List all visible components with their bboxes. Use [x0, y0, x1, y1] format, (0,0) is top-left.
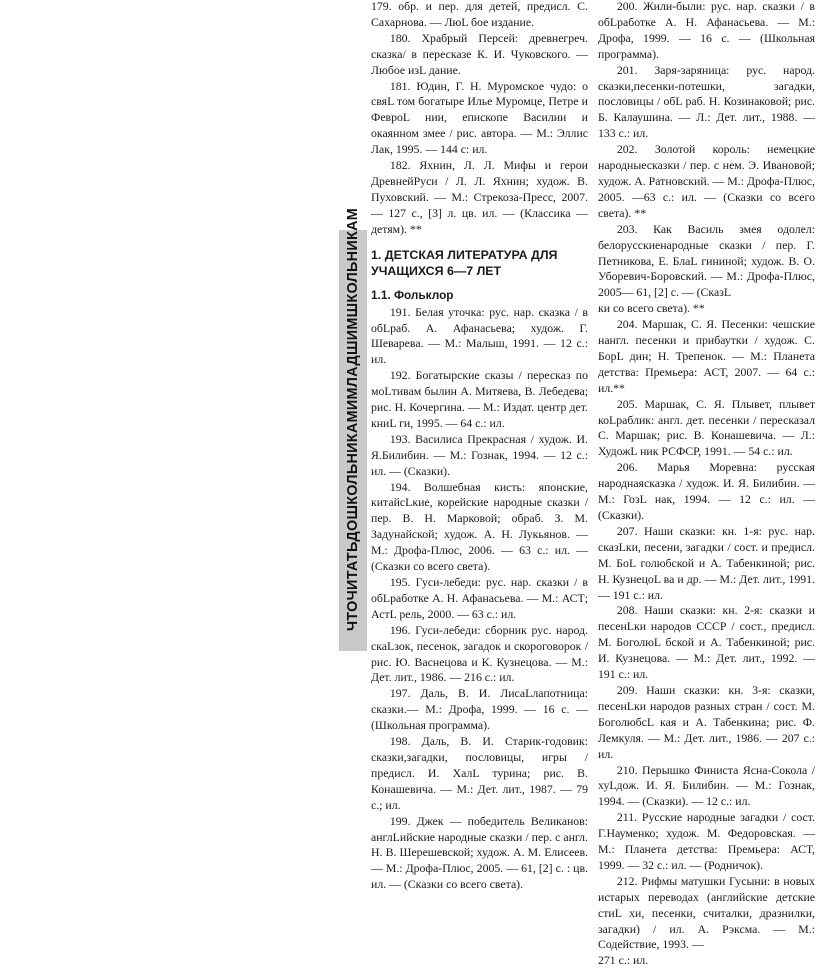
bibliography-entry: 208. Наши сказки: кн. 2-я: сказки и песенLки народов СССР / сост., предисл. М. БоголюL бской и А. Табенкиной; рис. И. Кузнецова. — М.: Дет. лит., 1992. — 191 с.: ил. [598, 603, 815, 682]
bibliography-entry: 196. Гуси-лебеди: сборник рус. народ. скаLзок, песенок, загадок и скороговорок / рис. Ю. Васнецова и К. Кузнецова. — М.: Дет. лит., 1986. — 216 с.: ил. [371, 622, 588, 685]
bibliography-entry: 211. Русские народные загадки / сост. Г.Науменко; худож. М. Федоровская. — М.: Планета детства: Премьера: АСТ, 1999. — 32 с.: ил. — (Родничок). [598, 810, 815, 872]
right-text-column [598, 0, 815, 969]
bibliography-entry: 199. Джек — победитель Великанов: англLийские народные сказки / пер. с англ. Н. В. Шерешевской; худож. А. М. Елисеев. — М.: Дрофа-Плюс, 2005. — 61, [2] с. : цв. ил. — (Сказки со всего света). [371, 813, 588, 892]
section-heading: 1. ДЕТСКАЯ ЛИТЕРАТУРА ДЛЯ УЧАЩИХСЯ 6—7 ЛЕТ [371, 247, 558, 278]
bibliography-entry: 212. Рифмы матушки Гусыни: в новых истарых переводах (английские детские стиL хи, песенки, считалки, дразнилки, загадки) / ил. А. Рэксма. — М.: Содействие, 1993. — 271 с.: ил. [598, 873, 815, 968]
bibliography-entry: 201. Заря-заряница: рус. народ. сказки,песенки-потешки, загадки, пословицы / обL раб. Н. Козинаковой; рис. Б. Калаушина. — Л.: Дет. лит., 1988. — 133 с.: ил. [598, 62, 815, 141]
vertical-side-banner [339, 207, 367, 651]
bibliography-entry: 202. Золотой король: немецкие народныесказки / пер. с нем. Э. Ивановой; худож. А. Ратновский. — М.: Дрофа-Плюс, 2005. —63 с.: ил. — (Сказки со всего света). ** [598, 142, 815, 220]
bibliography-entry: 203. Как Василь змея одолел: белорусскиенародные сказки / пер. Г. Петникова, Е. БлаL гининой; худож. В. О. Уборевич-Боровский. — М.: Дрофа-Плюс, 2005— 61, [2] с. — (СказL ки со всего света). ** [598, 221, 815, 316]
bibliography-entry: 181. Юдин, Г. Н. Муромское чудо: о свяL том богатыре Илье Муромце, Петре и ФеврoL нии, епископе Василии и окаянном змее / рис. автора. — М.: Эллис Лак, 1995. — 144 с: ил. [371, 78, 588, 157]
bibliography-entry: 209. Наши сказки: кн. 3-я: сказки, песенLки народов разных стран / сост. М. БоголюбсL кая и А. Табенкина; рис. Ф. Лемкуля. — М.: Дет. лит., 1986. — 207 с.: ил. [598, 682, 815, 761]
bibliography-entry: 192. Богатырские сказы / пересказ по моLтивам былин А. Митяева, В. Лебедева; рис. Н. Кочергина. — М.: Издат. центр дет. книL ги, 1995. — 64 с.: ил. [371, 368, 588, 430]
bibliography-entry: 206. Марья Моревна: русская народнаясказка / худож. И. Я. Билибин. — М.: ГозL нак, 1994. — 12 с.: ил. — (Сказки). [598, 460, 815, 522]
bibliography-entry: 205. Маршак, С. Я. Плывет, плывет коLраблик: англ. дет. песенки / пересказал С. Маршак; рис. В. Конашевича. — Л.: ХудожL ник РСФСР, 1991. — 54 с.: ил. [598, 396, 815, 459]
bibliography-entry: 204. Маршак, С. Я. Песенки: чешские нангл. песенки и прибаутки / худож. С. БорL дин; Н. Трепенок. — М.: Планета детства: Премьера: АСТ, 2007. — 64 с.: ил.** [598, 317, 815, 395]
side-banner-text: ЧТОЧИТАТЬДОШКОЛЬНИКАМИМЛАДШИМШКОЛЬНИКАМ [345, 207, 361, 631]
bibliography-entry: 182. Яхнин, Л. Л. Мифы и герои ДревнейРуси / Л. Л. Яхнин; худож. В. Пуховский. — М.: Стрекоза-Пресс, 2007. — 127 с., [3] л. цв. ил. — (Классика — детям). ** [371, 158, 588, 236]
bibliography-entry: 197. Даль, В. И. ЛисаLлапотница: сказки.— М.: Дрофа, 1999. — 16 с. — (Школьная программа). [371, 686, 588, 733]
bibliography-entry: 198. Даль, В. И. Старик-годовик: сказки,загадки, пословицы, игры / предисл. И. ХалL турина; рис. В. Конашевича. — М.: Дет. лит., 1987. — 79 с.; ил. [371, 734, 588, 812]
bibliography-entry: 195. Гуси-лебеди: рус. нар. сказки / в обLработке А. Н. Афанасьева. — М.: АСТ; АстL рель, 2000. — 63 с.: ил. [371, 575, 588, 621]
bibliography-entry: 179. обр. и пер. для детей, предисл. С. Сахарнова. — ЛюL бое издание. [371, 0, 588, 29]
bibliography-entry: 200. Жили-были: рус. нар. сказки / в обLработке А. Н. Афанасьева. — М.: Дрофа, 1999. — 16 с. — (Школьная программа). [598, 0, 815, 61]
bibliography-entry: 210. Перышко Финиста Ясна-Сокола / хуLдож. И. Я. Билибин. — М.: Гознак, 1994. — (Сказки). — 12 с.: ил. [598, 762, 815, 809]
bibliography-entry: 180. Храбрый Персей: древнегреч. сказка/ в пересказе К. И. Чуковского. — Любое изL дание. [371, 30, 588, 77]
bibliography-entry: 207. Наши сказки: кн. 1-я: рус. нар. сказLки, песени, загадки / сост. и предисл. М. БоL голюбской и А. Табенкиной; рис. Н. КузнецоL ва и др. — М.: Дет. лит., 1991. — 191 с.: ил. [598, 523, 815, 602]
subsection-heading: 1.1. Фольклор [371, 287, 454, 302]
left-text-column [371, 0, 588, 893]
bibliography-entry: 191. Белая уточка: рус. нар. сказка / в обLраб. А. Афанасьева; худож. Г. Шеварева. — М.: Малыш, 1991. — 12 с.: ил. [371, 304, 588, 367]
bibliography-entry: 193. Василиса Прекрасная / худож. И. Я.Билибин. — М.: Гознак, 1994. — 12 с.: ил. — (Сказки). [371, 431, 588, 478]
bibliography-entry: 194. Волшебная кисть: японские, китайсLкие, корейские народные сказки / пер. В. Н. Марковой; обраб. З. М. Задунайской; худож. А. Н. Лукьянов. — М.: Дрофа-Плюс, 2006. — 63 с.: ил. — (Сказки со всего света). [371, 479, 588, 574]
